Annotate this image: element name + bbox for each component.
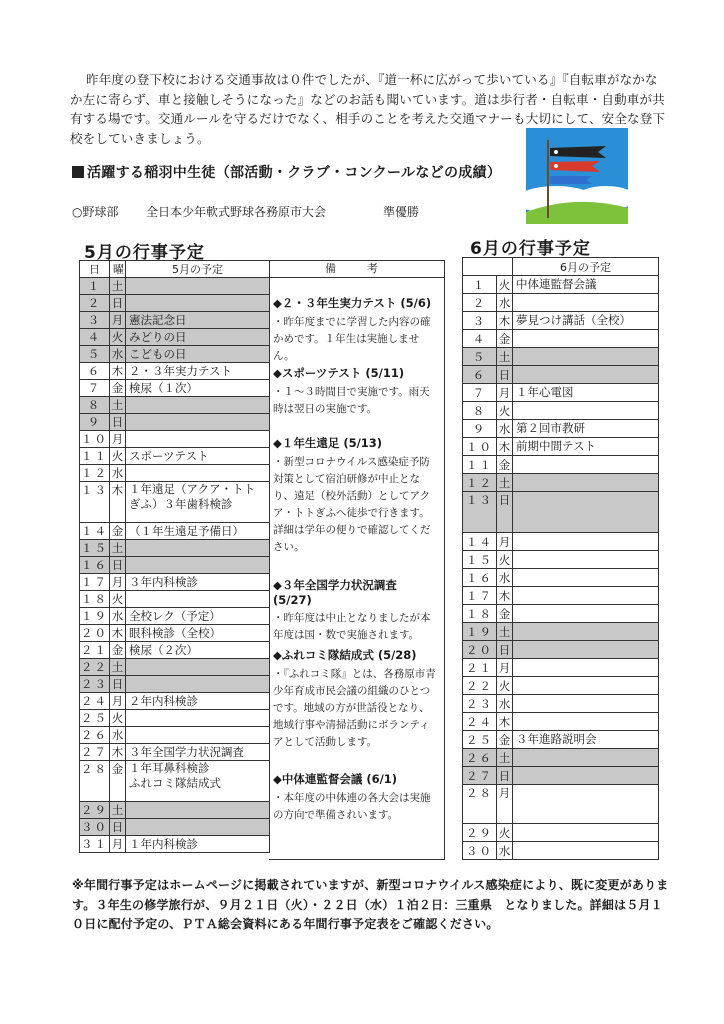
event-cell: ３年内科検診 (126, 574, 270, 591)
event-cell (126, 465, 270, 482)
weekday-cell: 水 (110, 465, 126, 482)
weekday-cell: 火 (497, 824, 513, 842)
notes-header: 備 考 (269, 261, 444, 278)
day-cell: １０ (463, 438, 497, 456)
event-cell (513, 659, 659, 677)
calendar-row (80, 819, 270, 836)
calendar-row (463, 551, 659, 569)
day-cell: １５ (463, 551, 497, 569)
day-cell: ２１ (463, 659, 497, 677)
weekday-cell: 土 (497, 348, 513, 366)
day-cell: １３ (463, 492, 497, 533)
calendar-row (463, 587, 659, 605)
day-cell: ２３ (81, 677, 108, 691)
day-cell: ２８ (463, 785, 497, 824)
event-cell (126, 278, 270, 295)
calendar-row (80, 608, 270, 625)
day-cell: ４ (463, 330, 497, 348)
day-cell: １５ (81, 541, 108, 555)
weekday-cell: 月 (110, 836, 126, 853)
note-body: ・昨年度までに学習した内容の確かめです。１年生は実施しません。 (273, 316, 431, 362)
weekday-cell: 土 (110, 802, 126, 819)
weekday-cell: 日 (497, 492, 513, 533)
calendar-row (463, 456, 659, 474)
calendar-row (80, 414, 270, 431)
event-cell: （１年生遠足予備日） (126, 523, 270, 540)
event-cell: １年内科検診 (126, 836, 270, 853)
event-cell: ２・３年実力テスト (126, 363, 270, 380)
calendar-row (463, 824, 659, 842)
calendar-row (463, 276, 659, 294)
calendar-row (463, 384, 659, 402)
day-cell: ４ (80, 329, 110, 346)
event-cell: 全校レク（予定） (126, 608, 270, 625)
event-cell: 眼科検診（全校） (126, 625, 270, 642)
calendar-row (463, 366, 659, 384)
weekday-cell: 水 (110, 346, 126, 363)
calendar-row (463, 767, 659, 785)
weekday-cell: 水 (497, 842, 513, 860)
calendar-row (80, 836, 270, 853)
note-title: ◆１年生遠足 (5/13) (273, 436, 383, 450)
weekday-cell: 金 (497, 605, 513, 623)
weekday-cell: 木 (110, 363, 126, 380)
calendar-row (463, 420, 659, 438)
event-cell (513, 569, 659, 587)
day-cell: １２ (463, 474, 497, 492)
weekday-cell: 土 (110, 278, 126, 295)
event-cell (513, 824, 659, 842)
weekday-cell: 月 (110, 312, 126, 329)
may-header-weekday: 曜 (110, 261, 126, 278)
calendar-row (80, 346, 270, 363)
day-cell: ９ (80, 414, 110, 431)
achievements-heading-text: 活躍する稲羽中生徒（部活動・クラブ・コンクールなどの成績） (87, 165, 502, 181)
day-cell: １６ (81, 558, 108, 572)
calendar-row (463, 677, 659, 695)
event-cell (513, 533, 659, 551)
note-title: ◆スポーツテスト (5/11) (273, 366, 405, 380)
notes-column (269, 260, 445, 860)
day-cell: ２２ (81, 660, 108, 674)
weekday-cell: 木 (497, 713, 513, 731)
day-cell: ２８ (80, 761, 110, 802)
event-cell (513, 842, 659, 860)
day-cell: ３ (80, 312, 110, 329)
weekday-cell: 火 (110, 329, 126, 346)
calendar-row (80, 625, 270, 642)
event-cell (513, 366, 659, 384)
event-cell (513, 330, 659, 348)
calendar-row (80, 802, 270, 819)
weekday-cell: 日 (110, 414, 126, 431)
day-cell: １９ (463, 623, 497, 641)
event-cell (513, 348, 659, 366)
weekday-cell: 月 (497, 785, 513, 824)
weekday-cell: 火 (497, 276, 513, 294)
square-bullet-icon (72, 166, 84, 178)
event-cell: １年心電図 (513, 384, 659, 402)
weekday-cell: 土 (110, 540, 126, 557)
event-cell (513, 713, 659, 731)
event-cell: 前期中間テスト (513, 438, 659, 456)
june-header-blank (463, 258, 513, 276)
event-cell: 検尿（２次） (126, 642, 270, 659)
day-cell: ６ (80, 363, 110, 380)
calendar-row (80, 574, 270, 591)
event-cell: ２年内科検診 (126, 693, 270, 710)
may-calendar-table (79, 260, 270, 853)
event-cell (513, 677, 659, 695)
calendar-row (463, 785, 659, 824)
calendar-row (463, 402, 659, 420)
day-cell: ２４ (463, 713, 497, 731)
event-cell (126, 295, 270, 312)
weekday-cell: 木 (497, 312, 513, 330)
weekday-cell: 金 (497, 731, 513, 749)
calendar-row (463, 842, 659, 860)
calendar-row (463, 731, 659, 749)
weekday-cell: 金 (110, 642, 126, 659)
note-item (273, 647, 439, 751)
weekday-cell: 日 (110, 557, 126, 574)
weekday-cell: 木 (497, 438, 513, 456)
weekday-cell: 月 (110, 431, 126, 448)
weekday-cell: 月 (110, 574, 126, 591)
calendar-row (80, 295, 270, 312)
achievement-club: ○野球部 (72, 205, 119, 219)
day-cell: ２０ (81, 626, 108, 640)
event-cell (126, 819, 270, 836)
event-cell (513, 474, 659, 492)
note-title: ◆２・３年生実力テスト (5/6) (273, 296, 432, 310)
day-cell: １２ (81, 466, 108, 480)
weekday-cell: 月 (497, 533, 513, 551)
weekday-cell: 水 (497, 294, 513, 312)
weekday-cell: 日 (110, 819, 126, 836)
calendar-row (463, 695, 659, 713)
note-item (273, 435, 439, 556)
weekday-cell: 土 (497, 749, 513, 767)
weekday-cell: 月 (497, 659, 513, 677)
weekday-cell: 火 (497, 402, 513, 420)
weekday-cell: 火 (110, 710, 126, 727)
event-cell: １年遠足（アクア・トトぎふ）３年歯科検診 (126, 482, 270, 523)
june-header-events: 6月の予定 (513, 258, 659, 276)
day-cell: ２０ (463, 641, 497, 659)
event-cell (126, 591, 270, 608)
calendar-row (463, 533, 659, 551)
note-item (273, 771, 439, 824)
event-cell: ３年進路説明会 (513, 731, 659, 749)
day-cell: ２６ (463, 749, 497, 767)
day-cell: １６ (463, 569, 497, 587)
event-cell: 検尿（１次） (126, 380, 270, 397)
event-cell (513, 456, 659, 474)
weekday-cell: 金 (110, 523, 126, 540)
footer-notice: ※年間行事予定はホームページに掲載されていますが、新型コロナウイルス感染症により、既に変更があります。３年生の修学旅行が、９月２１日（火）・２２日（水）１泊２日：三重県 となりました。詳細は５月１０日に配付予定の、ＰＴＡ総会資料にある年間行事予定表をご確認ください。 (72, 878, 669, 931)
event-cell (513, 402, 659, 420)
day-cell: ７ (463, 384, 497, 402)
calendar-row (463, 348, 659, 366)
weekday-cell: 土 (497, 623, 513, 641)
may-header-events: 5月の予定 (126, 261, 270, 278)
calendar-row (80, 659, 270, 676)
calendar-row (463, 659, 659, 677)
event-cell (126, 414, 270, 431)
event-cell: １年耳鼻科検診 ふれコミ隊結成式 (126, 761, 270, 802)
event-cell: ３年全国学力状況調査 (126, 744, 270, 761)
weekday-cell: 日 (497, 641, 513, 659)
day-cell: ２７ (463, 767, 497, 785)
weekday-cell: 金 (497, 456, 513, 474)
calendar-row (463, 492, 659, 533)
calendar-row (80, 397, 270, 414)
day-cell: ３０ (81, 820, 108, 834)
event-cell (513, 492, 659, 533)
day-cell: ２７ (81, 745, 108, 759)
event-cell: 憲法記念日 (126, 312, 270, 329)
day-cell: ９ (463, 420, 497, 438)
calendar-row (463, 294, 659, 312)
calendar-row (463, 474, 659, 492)
calendar-row (463, 605, 659, 623)
weekday-cell: 日 (110, 676, 126, 693)
event-cell (513, 623, 659, 641)
day-cell: ２ (80, 295, 110, 312)
weekday-cell: 金 (497, 330, 513, 348)
day-cell: ８ (80, 397, 110, 414)
calendar-row (463, 438, 659, 456)
day-cell: ６ (463, 366, 497, 384)
june-calendar-table (462, 257, 659, 860)
day-cell: １７ (463, 587, 497, 605)
day-cell: ８ (463, 402, 497, 420)
calendar-row (80, 591, 270, 608)
note-body: ・『ふれコミ隊』とは、各務原市青少年育成市民会議の組織のひとつです。地域の方が世話役となり、地域行事や清掃活動にボランティアとして活動します。 (273, 668, 436, 748)
june-schedule-title: 6月の行事予定 (470, 239, 591, 259)
event-cell (513, 695, 659, 713)
day-cell: ２９ (81, 803, 108, 817)
event-cell (513, 587, 659, 605)
day-cell: ２５ (81, 711, 108, 725)
weekday-cell: 日 (497, 366, 513, 384)
weekday-cell: 木 (110, 625, 126, 642)
weekday-cell: 水 (497, 569, 513, 587)
achievement-event: 全日本少年軟式野球各務原市大会 (146, 205, 327, 219)
event-cell (126, 727, 270, 744)
event-cell (126, 557, 270, 574)
day-cell: ２ (463, 294, 497, 312)
calendar-row (80, 540, 270, 557)
day-cell: ２５ (463, 731, 497, 749)
day-cell: １３ (80, 482, 110, 523)
event-cell (513, 767, 659, 785)
calendar-row (80, 676, 270, 693)
weekday-cell: 木 (110, 744, 126, 761)
day-cell: ３１ (81, 837, 108, 851)
day-cell: ５ (463, 348, 497, 366)
event-cell: スポーツテスト (126, 448, 270, 465)
weekday-cell: 月 (497, 384, 513, 402)
event-cell (126, 710, 270, 727)
calendar-row (80, 363, 270, 380)
calendar-row (463, 641, 659, 659)
event-cell (126, 540, 270, 557)
day-cell: １８ (81, 592, 108, 606)
event-cell (513, 749, 659, 767)
event-cell: 第２回市教研 (513, 420, 659, 438)
calendar-row (80, 329, 270, 346)
calendar-row (80, 448, 270, 465)
note-title: ◆３年全国学力状況調査 (5/27) (273, 578, 397, 607)
calendar-row (80, 693, 270, 710)
may-schedule-title: 5月の行事予定 (84, 243, 205, 263)
weekday-cell: 日 (497, 767, 513, 785)
calendar-row (463, 569, 659, 587)
weekday-cell: 金 (110, 761, 126, 802)
weekday-cell: 火 (110, 448, 126, 465)
day-cell: ２４ (81, 694, 108, 708)
calendar-row (463, 623, 659, 641)
day-cell: １７ (81, 575, 108, 589)
day-cell: １ (463, 276, 497, 294)
event-cell (126, 659, 270, 676)
calendar-row (80, 710, 270, 727)
calendar-row (80, 523, 270, 540)
calendar-row (80, 744, 270, 761)
day-cell: ３０ (463, 842, 497, 860)
note-body: ・１～３時間目で実施です。雨天時は翌日の実施です。 (273, 386, 430, 415)
weekday-cell: 火 (497, 551, 513, 569)
intro-text: 昨年度の登下校における交通事故は０件でしたが、『道一杯に広がって歩いている』『自転車がなかなか左に寄らず、車と接触しそうになった』などのお話も聞いています。道は歩行者・自転車・自動車が共有する場です。交通ルールを守るだけでなく、相手のことを考えた交通マナーも大切にして、安全な登下校をしていきましょう。 (70, 72, 666, 146)
weekday-cell: 木 (110, 482, 126, 523)
calendar-row (80, 642, 270, 659)
note-item (273, 577, 439, 644)
note-title: ◆ふれコミ隊結成式 (5/28) (273, 648, 417, 662)
day-cell: １１ (463, 456, 497, 474)
day-cell: １４ (463, 533, 497, 551)
calendar-row (80, 557, 270, 574)
day-cell: ２３ (463, 695, 497, 713)
calendar-row (80, 465, 270, 482)
event-cell: こどもの日 (126, 346, 270, 363)
note-title: ◆中体連監督会議 (6/1) (273, 772, 398, 786)
calendar-row (80, 278, 270, 295)
event-cell (513, 551, 659, 569)
weekday-cell: 火 (497, 677, 513, 695)
day-cell: ２９ (463, 824, 497, 842)
event-cell (126, 431, 270, 448)
calendar-row (463, 312, 659, 330)
weekday-cell: 火 (110, 591, 126, 608)
weekday-cell: 水 (497, 420, 513, 438)
weekday-cell: 水 (497, 695, 513, 713)
weekday-cell: 日 (110, 295, 126, 312)
note-item (273, 365, 439, 418)
may-header-day: 日 (80, 261, 110, 278)
koinobori-illustration-icon (526, 128, 628, 224)
weekday-cell: 土 (497, 474, 513, 492)
event-cell: 夢見つけ講話（全校） (513, 312, 659, 330)
weekday-cell: 水 (110, 608, 126, 625)
day-cell: １９ (81, 609, 108, 623)
calendar-row (80, 727, 270, 744)
calendar-row (80, 761, 270, 802)
event-cell: みどりの日 (126, 329, 270, 346)
calendar-row (80, 380, 270, 397)
calendar-row (463, 713, 659, 731)
calendar-row (80, 312, 270, 329)
day-cell: ５ (80, 346, 110, 363)
day-cell: ２１ (81, 643, 108, 657)
event-cell (126, 676, 270, 693)
weekday-cell: 木 (497, 587, 513, 605)
event-cell (513, 294, 659, 312)
day-cell: ７ (80, 380, 110, 397)
weekday-cell: 土 (110, 659, 126, 676)
day-cell: ２２ (463, 677, 497, 695)
weekday-cell: 土 (110, 397, 126, 414)
day-cell: １４ (81, 524, 108, 538)
weekday-cell: 金 (110, 380, 126, 397)
day-cell: １０ (81, 432, 108, 446)
event-cell (513, 641, 659, 659)
calendar-row (80, 431, 270, 448)
note-item (273, 295, 439, 365)
weekday-cell: 水 (110, 727, 126, 744)
event-cell (513, 605, 659, 623)
event-cell (513, 785, 659, 824)
achievements-heading (72, 162, 501, 182)
day-cell: １ (80, 278, 110, 295)
note-body: ・新型コロナウイルス感染症予防対策として宿泊研修が中止となり、遠足（校外活動）としてアクア・トトぎふへ徒歩で行きます。詳細は学年の便りで確認してください。 (273, 456, 431, 553)
note-body: ・昨年度は中止となりましたが本年度は国・数で実施されます。 (273, 612, 431, 641)
calendar-row (463, 749, 659, 767)
calendar-row (80, 482, 270, 523)
event-cell: 中体連監督会議 (513, 276, 659, 294)
note-body: ・本年度の中体連の各大会は実施の方向で準備されいます。 (273, 792, 431, 821)
day-cell: １１ (81, 449, 108, 463)
weekday-cell: 月 (110, 693, 126, 710)
event-cell (126, 397, 270, 414)
day-cell: ２６ (81, 728, 108, 742)
day-cell: １８ (463, 605, 497, 623)
achievement-result: 準優勝 (383, 205, 420, 219)
event-cell (126, 802, 270, 819)
day-cell: ３ (463, 312, 497, 330)
calendar-row (463, 330, 659, 348)
